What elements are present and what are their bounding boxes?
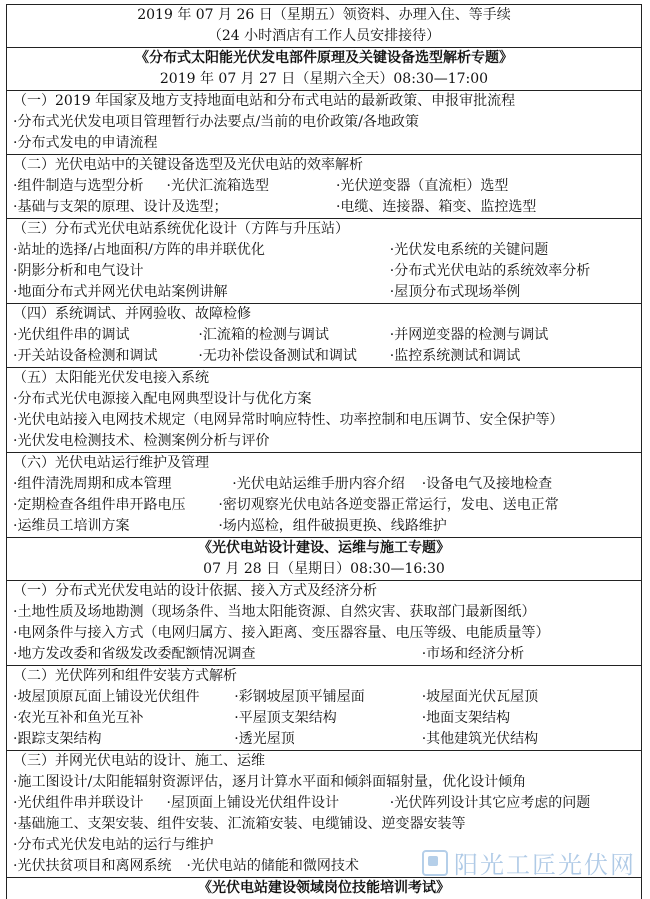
bullet-item: ·地面分布式并网光伏电站案例讲解 <box>13 284 228 300</box>
topic-date: 07 月 28 日（星期日）08:30—16:30 <box>203 561 445 577</box>
bullet-item: ·分布式发电的申请流程 <box>13 135 158 151</box>
section-block <box>6 90 642 154</box>
bullet-item: ·密切观察光伏电站各逆变器正常运行，发电、送电正常 <box>218 497 559 513</box>
bullet-item: ·基础与支架的原理、设计及选型； <box>13 199 228 215</box>
section-line <box>7 410 641 431</box>
section-line <box>7 793 641 814</box>
section-line <box>7 474 641 495</box>
section-line <box>7 282 641 303</box>
bullet-item: ·组件制造与选型分析 <box>13 178 144 194</box>
section-line <box>7 814 641 835</box>
section-heading: （二）光伏阵列和组件安装方式解析 <box>13 668 237 684</box>
bullet-item: ·光伏发电系统的关键问题 <box>389 242 549 258</box>
section-line <box>7 729 641 750</box>
section-heading: （五）太阳能光伏发电接入系统 <box>13 370 209 386</box>
bullet-item: ·分布式光伏发电站的运行与维护 <box>13 837 214 853</box>
bullet-item: ·光伏汇流箱选型 <box>166 178 269 194</box>
section-block <box>6 154 642 218</box>
section-line <box>7 176 641 197</box>
bullet-item: ·电缆、连接器、箱变、监控选型 <box>335 199 537 215</box>
section-heading: （四）系统调试、并网验收、故障检修 <box>13 306 251 322</box>
bullet-item: ·市场和经济分析 <box>421 646 525 662</box>
bullet-item: ·光伏阵列设计其它应考虑的问题 <box>389 795 591 811</box>
bullet-item: ·监控系统测试和调试 <box>389 348 521 364</box>
bullet-item: ·其他建筑光伏结构 <box>421 731 539 747</box>
bullet-item: ·开关站设备检测和调试 <box>13 348 158 364</box>
section-block <box>6 367 642 452</box>
section-line <box>7 133 641 154</box>
section-line <box>7 602 641 623</box>
bullet-item: ·组件清洗周期和成本管理 <box>13 476 172 492</box>
bullet-item: ·设备电气及接地检查 <box>421 476 553 492</box>
bullet-item: ·光伏扶贫项目和离网系统 <box>13 858 172 874</box>
section-line <box>7 346 641 367</box>
watermark-text: 阳光工匠光伏网 <box>454 851 636 879</box>
exam-topic-header <box>6 877 642 899</box>
bullet-item: ·无功补偿设备测试和调试 <box>198 348 357 364</box>
bullet-item: ·光伏逆变器（直流柜）选型 <box>335 178 509 194</box>
bullet-item: ·光伏发电检测技术、检测案例分析与评价 <box>13 433 270 449</box>
section-block <box>6 218 642 303</box>
section-heading: （六）光伏电站运行维护及管理 <box>13 455 209 471</box>
section-line <box>7 261 641 282</box>
bullet-item: ·电网条件与接入方式（电网归属方、接入距离、变压器容量、电压等级、电能质量等） <box>13 625 550 641</box>
registration-date-line: 2019 年 07 月 26 日（星期五）领资料、办理入住、等手续 <box>137 7 511 23</box>
bullet-item: ·施工图设计/太阳能辐射资源评估，逐月计算水平面和倾斜面辐射量，优化设计倾角 <box>13 774 527 790</box>
section-line <box>7 240 641 261</box>
section-line <box>7 623 641 644</box>
section-line <box>7 112 641 133</box>
bullet-item: ·光伏组件串的调试 <box>13 327 130 343</box>
section-line <box>7 708 641 729</box>
bullet-item: ·屋顶面上铺设光伏组件设计 <box>166 795 339 811</box>
section-heading: （三）并网光伏电站的设计、施工、运维 <box>13 753 265 769</box>
bullet-item: ·运维员工培训方案 <box>13 518 130 534</box>
bullet-item: ·光伏电站接入电网技术规定（电网异常时响应特性、功率控制和电压调节、安全保护等） <box>13 412 564 428</box>
exam-topic-title: 《光伏电站建设领域岗位技能培训考试》 <box>198 880 450 896</box>
bullet-item: ·彩钢坡屋顶平铺屋面 <box>234 689 365 705</box>
bullet-item: ·分布式光伏电站的系统效率分析 <box>389 263 591 279</box>
bullet-item: ·农光互补和鱼光互补 <box>13 710 144 726</box>
bullet-item: ·分布式光伏电源接入配电网典型设计与优化方案 <box>13 391 312 407</box>
document <box>6 4 642 899</box>
bullet-item: ·光伏电站运维手册内容介绍 <box>232 476 405 492</box>
bullet-item: ·地方发改委和省级发改委配额情况调查 <box>13 646 256 662</box>
section-line <box>7 325 641 346</box>
section-line <box>7 772 641 793</box>
topic-title: 《光伏电站设计建设、运维与施工专题》 <box>198 540 450 556</box>
topic-header <box>6 537 642 580</box>
bullet-item: ·基础施工、支架安装、组件安装、汇流箱安装、电缆铺设、逆变器安装等 <box>13 816 466 832</box>
bullet-item: ·阴影分析和电气设计 <box>13 263 144 279</box>
topic-header <box>6 47 642 90</box>
section-line <box>7 197 641 218</box>
bullet-item: ·坡屋面光伏瓦屋顶 <box>421 689 539 705</box>
section-heading: （一）分布式光伏发电站的设计依据、接入方式及经济分析 <box>13 583 377 599</box>
section-block <box>6 452 642 537</box>
section-line <box>7 516 641 537</box>
bullet-item: ·土地性质及场地勘测（现场条件、当地太阳能资源、自然灾害、获取部门最新图纸） <box>13 604 536 620</box>
bullet-item: ·站址的选择/占地面积/方阵的串并联优化 <box>13 242 265 258</box>
section-line <box>7 389 641 410</box>
bullet-item: ·汇流箱的检测与调试 <box>198 327 329 343</box>
bullet-item: ·分布式光伏发电项目管理暂行办法要点/当前的电价政策/各地政策 <box>13 114 419 130</box>
bullet-item: ·屋顶分布式现场举例 <box>389 284 521 300</box>
bullet-item: ·场内巡检，组件破损更换、线路维护 <box>218 518 447 534</box>
bullet-item: ·地面支架结构 <box>421 710 511 726</box>
section-line <box>7 644 641 665</box>
section-block <box>6 303 642 367</box>
solar-logo-icon <box>422 850 448 876</box>
section-heading: （一）2019 年国家及地方支持地面电站和分布式电站的最新政策、申报审批流程 <box>13 93 516 109</box>
section-block <box>6 580 642 665</box>
section-block <box>6 665 642 750</box>
bullet-item: ·跟踪支架结构 <box>13 731 102 747</box>
topic-date: 2019 年 07 月 27 日（星期六全天）08:30—17:00 <box>159 71 489 87</box>
bullet-item: ·平屋顶支架结构 <box>234 710 337 726</box>
section-line <box>7 687 641 708</box>
reception-note-line: （24 小时酒店有工作人员安排接待） <box>207 28 441 44</box>
bullet-item: ·光伏组件串并联设计 <box>13 795 144 811</box>
topic-title: 《分布式太阳能光伏发电部件原理及关键设备选型解析专题》 <box>135 50 513 66</box>
bullet-item: ·坡屋顶原瓦面上铺设光伏组件 <box>13 689 200 705</box>
bullet-item: ·并网逆变器的检测与调试 <box>389 327 549 343</box>
section-line <box>7 495 641 516</box>
section-heading: （二）光伏电站中的关键设备选型及光伏电站的效率解析 <box>13 157 363 173</box>
registration-block <box>6 4 642 47</box>
section-line <box>7 431 641 452</box>
bullet-item: ·光伏电站的储能和微网技术 <box>186 858 359 874</box>
bullet-item: ·定期检查各组件串开路电压 <box>13 497 186 513</box>
section-heading: （三）分布式光伏电站系统优化设计（方阵与升压站） <box>13 221 349 237</box>
bullet-item: ·透光屋顶 <box>234 731 295 747</box>
watermark <box>422 845 636 880</box>
